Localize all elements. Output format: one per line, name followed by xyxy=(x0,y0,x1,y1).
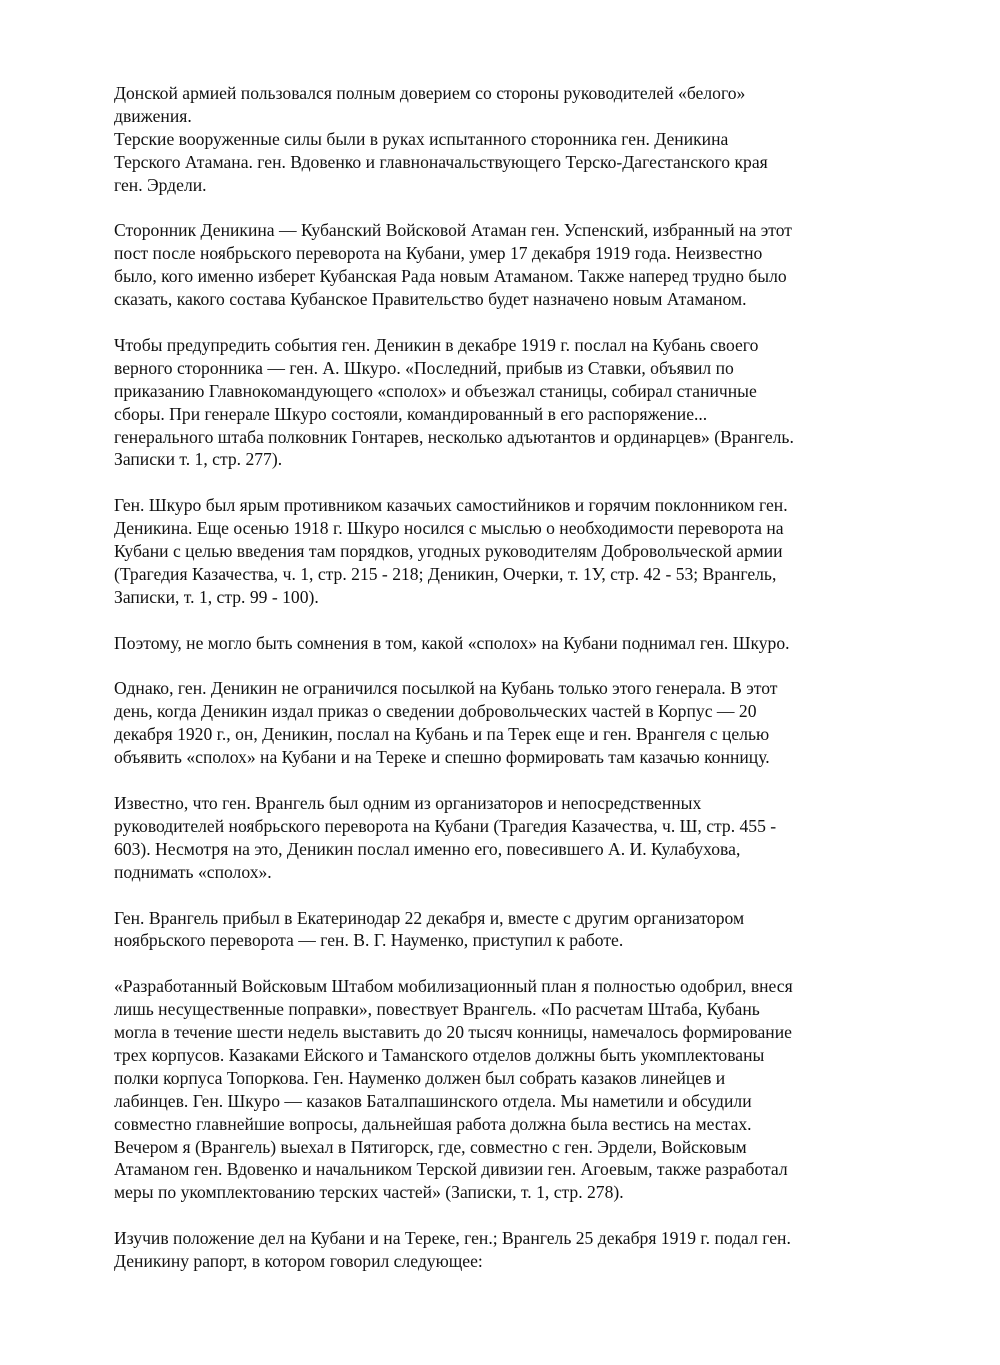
document-body xyxy=(114,82,904,1273)
paragraph: Терские вооруженные силы были в руках испытанного сторонника ген. Деникина Терского Атамана. ген. Вдовенко и главноначальствующего Терско-Дагестанского края ген. Эрдели. xyxy=(114,128,768,195)
paragraph: Ген. Шкуро был ярым противником казачьих самостийников и горячим поклонником ген. Деникина. Еще осенью 1918 г. Шкуро носился с мыслью о необходимости переворота на Кубани с целью введения там порядков, угодных руководителям Добровольческой армии (Трагедия Казачества, ч. 1, стр. 215 - 218; Деникин, Очерки, т. 1У, стр. 42 - 53; Врангель, Записки, т. 1, стр. 99 - 100). xyxy=(114,495,788,607)
paragraph: Донской армией пользовался полным доверием со стороны руководителей «белого» движения. xyxy=(114,83,746,126)
paragraph: Изучив положение дел на Кубани и на Тереке, ген.; Врангель 25 декабря 1919 г. подал ген. Деникину рапорт, в котором говорил следующее: xyxy=(114,1228,791,1272)
paragraph: Сторонник Деникина — Кубанский Войсковой Атаман ген. Успенский, избранный на этот пост после ноябрьского переворота на Кубани, умер 17 декабря 1919 года. Неизвестно было, кого именно изберет Кубанская Рада новым Атаманом. Также наперед трудно было сказать, какого состава Кубанское Правительство будет назначено новым Атаманом. xyxy=(114,220,792,310)
paragraph: Поэтому, не могло быть сомнения в том, какой «сполох» на Кубани поднимал ген. Шкуро. xyxy=(114,632,790,653)
paragraph: Ген. Врангель прибыл в Екатеринодар 22 декабря и, вместе с другим организатором ноябрьского переворота — ген. В. Г. Науменко, приступил к работе. xyxy=(114,907,745,951)
paragraph: Однако, ген. Деникин не ограничился посылкой на Кубань только этого генерала. В этот день, когда Деникин издал приказ о сведении добровольческих частей в Корпус — 20 декабря 1920 г., он, Деникин, послал на Кубань и па Терек еще и ген. Врангеля с целью объявить «сполох» на Кубани и на Тереке и спешно формировать там казачью конницу. xyxy=(114,678,778,768)
paragraph: Известно, что ген. Врангель был одним из организаторов и непосредственных руководителей ноябрьского переворота на Кубани (Трагедия Казачества, ч. Ш, стр. 455 - 603). Несмотря на это, Деникин послал именно его, повесившего А. И. Кулабухова, поднимать «сполох». xyxy=(114,793,777,882)
paragraph: Чтобы предупредить события ген. Деникин в декабре 1919 г. послал на Кубань своего верного сторонника — ген. А. Шкуро. «Последний, прибыв из Ставки, объявил по приказанию Главнокомандующего «сполох» и объезжал станицы, собирал станичные сборы. При генерале Шкуро состояли, командированный в его распоряжение... генерального штаба полковник Гонтарев, несколько адъютантов и ординарцев» (Врангель. Записки т. 1, стр. 277). xyxy=(114,334,794,470)
paragraph: «Разработанный Войсковым Штабом мобилизационный план я полностью одобрил, внеся лишь несущественные поправки», повествует Врангель. «По расчетам Штаба, Кубань могла в течение шести недель выставить до 20 тысяч конницы, намечалось формирование трех корпусов. Казаками Ейского и Таманского отделов должны быть укомплектованы полки корпуса Топоркова. Ген. Науменко должен был собрать казаков линейцев и лабинцев. Ген. Шкуро — казаков Баталпашинского отдела. Мы наметили и обсудили совместно главнейшие вопросы, дальнейшая работа должна была вестись на местах. Вечером я (Врангель) выехал в Пятигорск, где, совместно с ген. Эрдели, Войсковым Атаманом ген. Вдовенко и начальником Терской дивизии ген. Агоевым, также разработал меры по укомплектованию терских частей» (Записки, т. 1, стр. 278). xyxy=(114,976,793,1203)
